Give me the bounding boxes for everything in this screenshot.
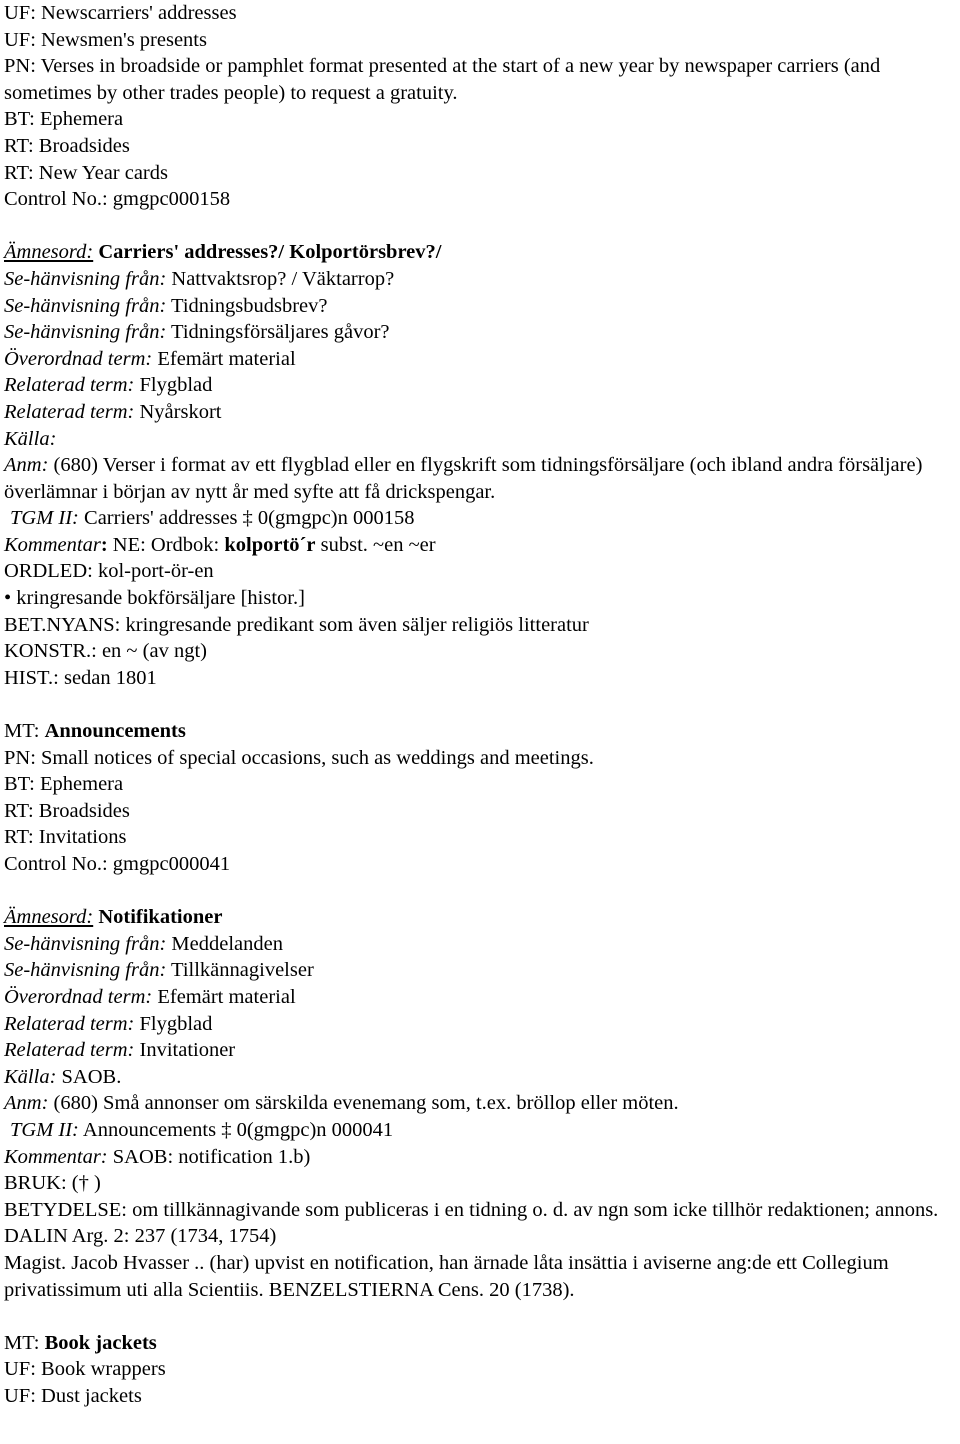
rt-line: RT: Broadsides [4, 799, 130, 822]
dictionary-line: HIST.: sedan 1801 [4, 666, 157, 689]
uf-line: UF: Dust jackets [4, 1384, 142, 1407]
spacer [4, 213, 956, 240]
quotation-line: Magist. Jacob Hvasser .. (har) upvist en notification, han ärnade låta insättia i aviserne ang:de ett Collegium privatissimum uti alla Scientiis. BENZELSTIERNA Cens. 20 (1738). [4, 1251, 889, 1301]
pn-line: PN: Verses in broadside or pamphlet format presented at the start of a new year by newspaper carriers (and sometimes by other trades people) to request a gratuity. [4, 55, 881, 104]
see-from-line: Se-hänvisning från: Tillkännagivelser [4, 959, 314, 982]
related-term-line: Relaterad term: Flygblad [4, 374, 213, 397]
spacer [4, 691, 956, 718]
bt-line: BT: Ephemera [4, 108, 124, 131]
broader-term-line: Överordnad term: Efemärt material [4, 347, 296, 370]
note-line: Anm: (680) Små annonser om särskilda evenemang som, t.ex. bröllop eller möten. [4, 1092, 679, 1115]
dictionary-line: BET.NYANS: kringresande predikant som även säljer religiös litteratur [4, 613, 589, 636]
dictionary-line: KONSTR.: en ~ (av ngt) [4, 640, 207, 663]
bt-line: BT: Ephemera [4, 773, 124, 796]
uf-line: UF: Newsmen's presents [4, 28, 207, 51]
dictionary-line: BETYDELSE: om tillkännagivande som publiceras i en tidning o. d. av ngn som icke tillhör redaktionen; annons. [4, 1198, 939, 1221]
rt-line: RT: New Year cards [4, 161, 168, 184]
related-term-line: Relaterad term: Nyårskort [4, 400, 222, 423]
rt-line: RT: Broadsides [4, 134, 130, 157]
comment-line: Kommentar: NE: Ordbok: kolportö´r subst. ~en ~er [4, 533, 436, 556]
mt-line: MT: Book jackets [4, 1331, 157, 1354]
source-line: Källa: SAOB. [4, 1065, 122, 1088]
control-number-line: Control No.: gmgpc000041 [4, 853, 231, 875]
dictionary-line: BRUK: († ) [4, 1172, 101, 1195]
amnesord-line: Ämnesord: Notifikationer [4, 906, 223, 929]
rt-line: RT: Invitations [4, 826, 127, 849]
uf-line: UF: Newscarriers' addresses [4, 2, 237, 24]
tgm-line: TGM II: Carriers' addresses ‡ 0(gmgpc)n 000158 [10, 507, 415, 530]
spacer [4, 878, 956, 905]
comment-line: Kommentar: SAOB: notification 1.b) [4, 1145, 311, 1168]
related-term-line: Relaterad term: Flygblad [4, 1012, 213, 1035]
related-term-line: Relaterad term: Invitationer [4, 1039, 236, 1062]
dictionary-line: • kringresande bokförsäljare [histor.] [4, 587, 305, 610]
control-number-line: Control No.: gmgpc000158 [4, 188, 231, 211]
dictionary-line: DALIN Arg. 2: 237 (1734, 1754) [4, 1225, 277, 1248]
broader-term-line: Överordnad term: Efemärt material [4, 985, 296, 1008]
mt-line: MT: Announcements [4, 720, 186, 743]
note-line: Anm: (680) Verser i format av ett flygblad eller en flygskrift som tidningsförsäljare (och ibland andra försäljare) överlämnar i början av nytt år med syfte att få drickspengar. [4, 454, 923, 503]
pn-line: PN: Small notices of special occasions, such as weddings and meetings. [4, 746, 594, 769]
spacer [4, 1303, 956, 1330]
see-from-line: Se-hänvisning från: Nattvaktsrop? / Väktarrop? [4, 267, 395, 290]
source-line: Källa: [4, 427, 57, 450]
amnesord-line: Ämnesord: Carriers' addresses?/ Kolportörsbrev?/ [4, 241, 442, 264]
see-from-line: Se-hänvisning från: Tidningsbudsbrev? [4, 294, 328, 317]
tgm-line: TGM II: Announcements ‡ 0(gmgpc)n 000041 [10, 1118, 394, 1141]
dictionary-line: ORDLED: kol-port-ör-en [4, 560, 214, 583]
uf-line: UF: Book wrappers [4, 1358, 166, 1381]
see-from-line: Se-hänvisning från: Meddelanden [4, 932, 283, 955]
see-from-line: Se-hänvisning från: Tidningsförsäljares gåvor? [4, 321, 390, 344]
